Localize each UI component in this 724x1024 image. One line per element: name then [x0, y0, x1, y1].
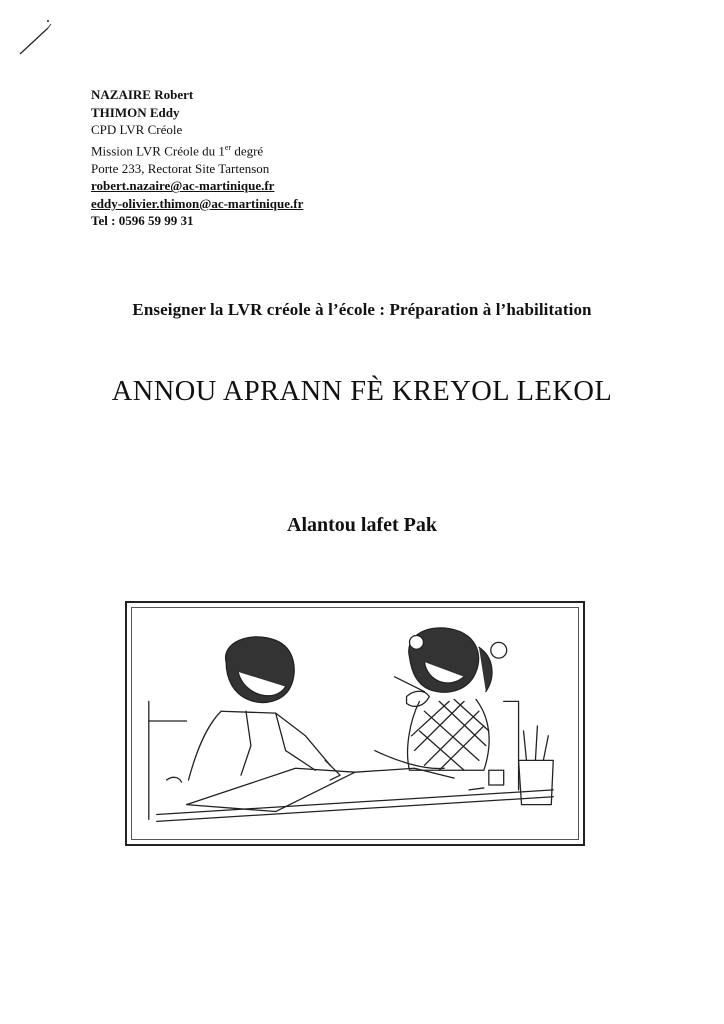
- author-role: CPD LVR Créole: [91, 122, 183, 138]
- children-studying-illustration: [127, 603, 583, 844]
- mission-superscript: er: [224, 142, 232, 152]
- phone-line: Tel : 0596 59 99 31: [91, 213, 194, 229]
- author-name-2: THIMON Eddy: [91, 104, 180, 120]
- email-link-1[interactable]: robert.nazaire@ac-martinique.fr: [91, 178, 275, 194]
- author-contact-block: [91, 86, 411, 230]
- document-title: ANNOU APRANN FÈ KREYOL LEKOL: [111, 375, 613, 407]
- mission-line: [91, 139, 411, 160]
- mission-suffix: degré: [231, 143, 264, 159]
- address-line: Porte 233, Rectorat Site Tartenson: [91, 160, 270, 176]
- mission-prefix: Mission LVR Créole du 1: [91, 143, 225, 159]
- section-title: Alantou lafet Pak: [287, 514, 437, 536]
- author-name-1: NAZAIRE Robert: [91, 87, 194, 102]
- document-subtitle: Enseigner la LVR créole à l’école : Préparation à l’habilitation: [132, 300, 592, 319]
- pen-mark: [18, 18, 58, 58]
- illustration-frame: [125, 601, 585, 846]
- email-link-2[interactable]: eddy-olivier.thimon@ac-martinique.fr: [91, 195, 304, 211]
